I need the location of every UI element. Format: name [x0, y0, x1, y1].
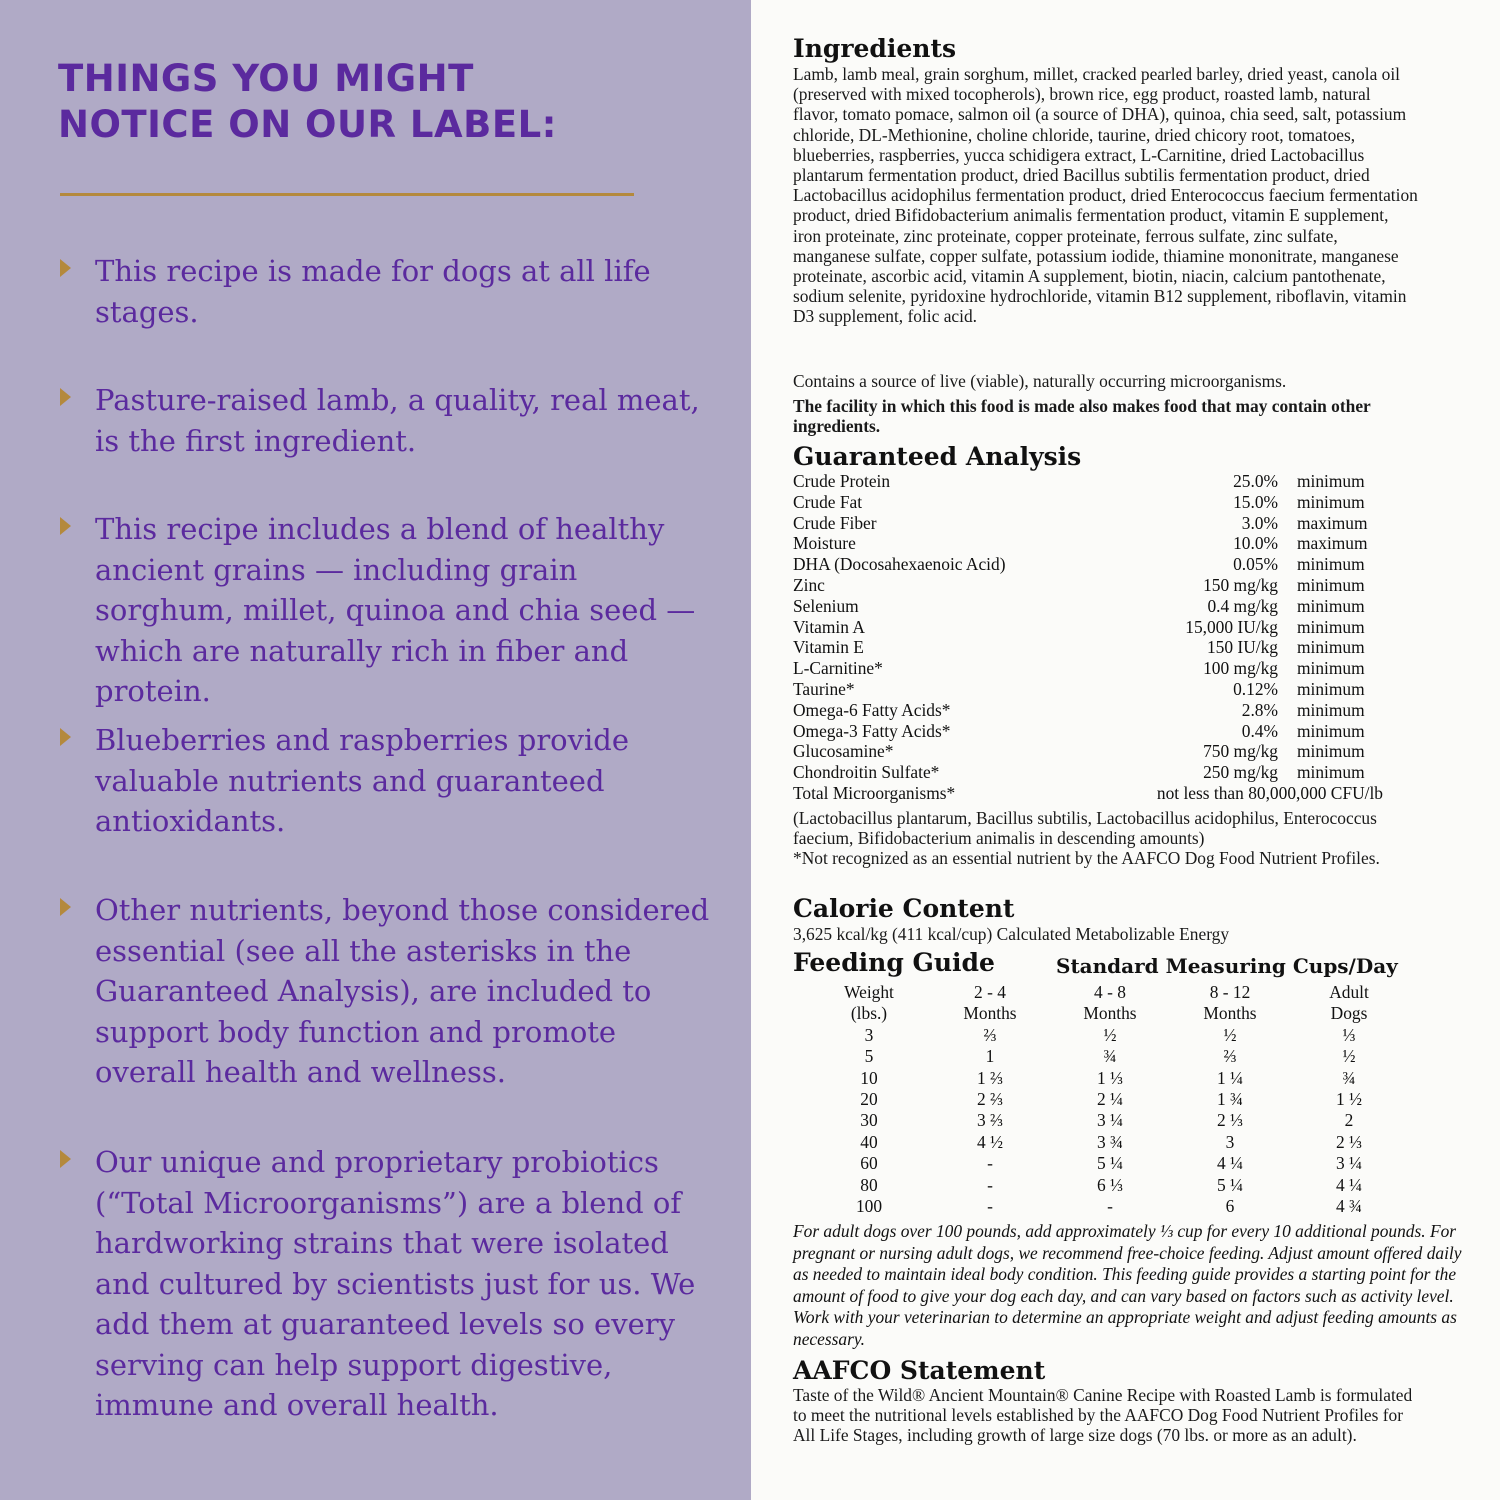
- nutrient-value: 0.4 mg/kg: [1207, 595, 1278, 616]
- nutrient-qualifier: minimum: [1297, 491, 1365, 512]
- feeding-cell: 3 ¾: [1096, 1131, 1124, 1152]
- feeding-cell: 60: [860, 1153, 878, 1174]
- nutrient-qualifier: maximum: [1297, 533, 1368, 554]
- feeding-cell: 3 ¼: [1096, 1110, 1124, 1131]
- analysis-row: [793, 596, 1453, 617]
- nutrient-value: 750 mg/kg: [1203, 741, 1278, 762]
- analysis-row: [793, 658, 1453, 679]
- feeding-cell: 3: [864, 1024, 874, 1045]
- nutrient-qualifier: minimum: [1297, 720, 1365, 741]
- feeding-cell: 2: [1344, 1110, 1354, 1131]
- analysis-row: [793, 492, 1453, 513]
- heading-divider: [60, 193, 634, 196]
- feeding-subtitle: Standard Measuring Cups/Day: [1056, 954, 1398, 978]
- nutrient-name: Vitamin A: [793, 616, 865, 637]
- feeding-row: [793, 1196, 1433, 1217]
- benefit-text: Pasture-raised lamb, a quality, real meat, is the first ingredient.: [95, 383, 700, 458]
- feeding-cell: ¾: [1342, 1067, 1356, 1088]
- feeding-note: For adult dogs over 100 pounds, add approximately ⅓ cup for every 10 additional pounds. For pregnant or nursing adult dogs, we recommend free-choice feeding. Adjust amount offered daily as needed to maintain ideal body condition. This feeding guide provides a starting point for the amount of food to give your dog each day, and can vary based on factors such as activity level. Work with your veterinarian to determine an appropriate weight and adjust feeding amounts as necessary.: [793, 1221, 1462, 1349]
- nutrient-qualifier: minimum: [1297, 699, 1365, 720]
- feeding-cell: ½: [1103, 1024, 1117, 1045]
- feeding-cell: Weight: [844, 982, 894, 1002]
- nutrient-qualifier: minimum: [1297, 554, 1365, 575]
- aafco-title: AAFCO Statement: [793, 1356, 1046, 1385]
- feeding-cell: 1 ½: [1335, 1088, 1363, 1109]
- triangle-bullet-icon: [60, 728, 71, 746]
- nutrient-value: 10.0%: [1233, 533, 1278, 554]
- analysis-row: [793, 783, 1453, 804]
- nutrient-value: 15.0%: [1233, 491, 1278, 512]
- analysis-row: [793, 617, 1453, 638]
- feeding-cell: Months: [963, 1003, 1017, 1024]
- triangle-bullet-icon: [60, 259, 71, 277]
- nutrient-value: 150 IU/kg: [1206, 637, 1278, 658]
- feeding-cell: 100: [855, 1195, 883, 1216]
- feeding-cell: 6: [1225, 1195, 1235, 1216]
- heading-line-1: THINGS YOU MIGHT: [58, 57, 474, 100]
- feeding-title: Feeding Guide: [793, 948, 995, 977]
- feeding-cell: -: [1107, 1195, 1113, 1216]
- nutrient-value: 100 mg/kg: [1203, 658, 1278, 679]
- feeding-cell: 3 ¼: [1335, 1153, 1363, 1174]
- nutrient-value: 250 mg/kg: [1203, 762, 1278, 783]
- triangle-bullet-icon: [60, 898, 71, 916]
- nutrient-value: 0.4%: [1241, 720, 1278, 741]
- feeding-row: [793, 1132, 1433, 1153]
- nutrient-value: 0.05%: [1233, 554, 1278, 575]
- nutrient-name: Total Microorganisms*: [793, 782, 956, 803]
- calorie-title: Calorie Content: [793, 894, 1015, 923]
- triangle-bullet-icon: [60, 517, 71, 535]
- analysis-row: [793, 533, 1453, 554]
- nutrient-name: DHA (Docosahexaenoic Acid): [793, 554, 1006, 575]
- nutrient-qualifier: minimum: [1297, 762, 1365, 783]
- nutrient-qualifier: minimum: [1297, 616, 1365, 637]
- feeding-cell: 2 ¼: [1096, 1088, 1124, 1109]
- feeding-cell: (lbs.): [850, 1003, 888, 1024]
- analysis-row: [793, 637, 1453, 658]
- calorie-text: 3,625 kcal/kg (411 kcal/cup) Calculated Metabolizable Energy: [793, 924, 1230, 944]
- feeding-cell: 4 ¾: [1335, 1195, 1363, 1216]
- panel-heading: [58, 56, 557, 148]
- feeding-cell: 1: [985, 1046, 995, 1067]
- feeding-row: [793, 1089, 1433, 1110]
- strains-note: (Lactobacillus plantarum, Bacillus subtilis, Lactobacillus acidophilus, Enterococcus faecium, Bifidobacterium animalis in descending amounts): [793, 808, 1377, 849]
- benefit-text: This recipe is made for dogs at all life stages.: [95, 254, 651, 329]
- nutrient-name: Crude Fat: [793, 491, 863, 512]
- analysis-row: [793, 471, 1453, 492]
- feeding-cell: 30: [860, 1110, 878, 1131]
- nutrient-qualifier: minimum: [1297, 637, 1365, 658]
- feeding-row: [793, 1110, 1433, 1131]
- feeding-cell: 20: [860, 1088, 878, 1109]
- nutrient-name: Chondroitin Sulfate*: [793, 762, 940, 783]
- nutrient-qualifier: maximum: [1297, 512, 1368, 533]
- feeding-cell: ½: [1342, 1046, 1356, 1067]
- nutrient-name: Taurine*: [793, 678, 855, 699]
- feeding-row: [793, 1046, 1433, 1067]
- feeding-cell: Adult: [1329, 982, 1369, 1002]
- feeding-row: [793, 1068, 1433, 1089]
- feeding-cell: 80: [860, 1174, 878, 1195]
- feeding-cell: 3: [1225, 1131, 1235, 1152]
- feeding-cell: 5 ¼: [1096, 1153, 1124, 1174]
- feeding-cell: 4 ¼: [1216, 1153, 1244, 1174]
- feeding-cell: 2 ⅓: [1335, 1131, 1363, 1152]
- analysis-footnote: *Not recognized as an essential nutrient by the AAFCO Dog Food Nutrient Profiles.: [793, 848, 1380, 868]
- feeding-cell: ¾: [1103, 1046, 1117, 1067]
- nutrient-qualifier: minimum: [1297, 471, 1365, 491]
- ingredients-title: Ingredients: [793, 34, 957, 63]
- feeding-cell: 1 ¾: [1216, 1088, 1244, 1109]
- feeding-cell: ⅔: [983, 1024, 997, 1045]
- feeding-cell: ⅔: [1223, 1046, 1237, 1067]
- nutrient-value: 2.8%: [1241, 699, 1278, 720]
- benefit-text: Our unique and proprietary probiotics (“Total Microorganisms”) are a blend of hardworking strains that were isolated and cultured by scientists just for us. We add them at guaranteed levels so every serving can help support digestive, immune and overall health.: [95, 1145, 696, 1422]
- nutrient-name: Zinc: [793, 574, 825, 595]
- nutrient-value: not less than 80,000,000 CFU/lb: [1156, 782, 1383, 803]
- facility-statement: The facility in which this food is made also makes food that may contain other ingredients.: [793, 396, 1371, 437]
- analysis-row: [793, 741, 1453, 762]
- nutrient-qualifier: minimum: [1297, 741, 1365, 762]
- feeding-cell: -: [987, 1153, 993, 1174]
- feeding-cell: 40: [860, 1131, 878, 1152]
- nutrient-name: Omega-3 Fatty Acids*: [793, 720, 951, 741]
- benefit-text: Blueberries and raspberries provide valuable nutrients and guaranteed antioxidants.: [95, 723, 630, 838]
- nutrient-qualifier: minimum: [1297, 658, 1365, 679]
- nutrient-name: Omega-6 Fatty Acids*: [793, 699, 951, 720]
- analysis-row: [793, 700, 1453, 721]
- analysis-row: [793, 762, 1453, 783]
- feeding-cell: 5: [864, 1046, 874, 1067]
- feeding-cell: 4 ½: [976, 1131, 1004, 1152]
- nutrient-value: 150 mg/kg: [1203, 574, 1278, 595]
- label-panel: [751, 0, 1500, 1500]
- ingredients-text: Lamb, lamb meal, grain sorghum, millet, cracked pearled barley, dried yeast, canola oil (preserved with mixed tocopherols), brown rice, egg product, roasted lamb, natural flavor, tomato pomace, salmon oil (a source of DHA), quinoa, chia seed, salt, potassium chloride, DL-Methionine, choline chloride, taurine, dried chicory root, tomatoes, blueberries, raspberries, yucca schidigera extract, L-Carnitine, dried Lactobacillus plantarum fermentation product, dried Bacillus subtilis fermentation product, dried Lactobacillus acidophilus fermentation product, dried Enterococcus faecium fermentation product, dried Bifidobacterium animalis fermentation product, vitamin E supplement, iron proteinate, zinc proteinate, copper proteinate, ferrous sulfate, zinc sulfate, manganese sulfate, copper sulfate, potassium iodide, thiamine mononitrate, manganese proteinate, ascorbic acid, vitamin A supplement, biotin, niacin, calcium pantothenate, sodium selenite, pyridoxine hydrochloride, vitamin B12 supplement, riboflavin, vitamin D3 supplement, folic acid.: [793, 64, 1418, 327]
- analysis-title: Guaranteed Analysis: [793, 442, 1082, 471]
- nutrient-name: Moisture: [793, 533, 856, 554]
- feeding-header-row: [793, 1003, 1433, 1024]
- nutrient-value: 3.0%: [1241, 512, 1278, 533]
- feeding-cell: 2 ⅔: [976, 1088, 1004, 1109]
- benefit-text: This recipe includes a blend of healthy ancient grains — including grain sorghum, millet, quinoa and chia seed — which are naturally rich in fiber and protein.: [95, 512, 696, 708]
- analysis-table: [793, 471, 1453, 804]
- benefit-text: Other nutrients, beyond those considered essential (see all the asterisks in the Guaranteed Analysis), are included to support body function and promote overall health and wellness.: [95, 893, 710, 1089]
- feeding-cell: -: [987, 1195, 993, 1216]
- nutrient-name: Crude Protein: [793, 471, 891, 491]
- feeding-cell: Months: [1083, 1003, 1137, 1024]
- feeding-row: [793, 1025, 1433, 1046]
- feeding-cell: Months: [1203, 1003, 1257, 1024]
- nutrient-name: L-Carnitine*: [793, 658, 883, 679]
- analysis-row: [793, 721, 1453, 742]
- feeding-cell: 1 ⅓: [1096, 1067, 1124, 1088]
- triangle-bullet-icon: [60, 388, 71, 406]
- nutrient-qualifier: minimum: [1297, 678, 1365, 699]
- feeding-cell: 2 - 4: [974, 982, 1006, 1002]
- feeding-cell: 8 - 12: [1209, 982, 1251, 1002]
- feeding-cell: 2 ⅓: [1216, 1110, 1244, 1131]
- heading-line-2: NOTICE ON OUR LABEL:: [58, 103, 557, 146]
- feeding-header-row: [793, 982, 1433, 1003]
- feeding-cell: 1 ⅔: [976, 1067, 1004, 1088]
- feeding-cell: 1 ¼: [1216, 1067, 1244, 1088]
- analysis-row: [793, 554, 1453, 575]
- feeding-table: [793, 982, 1433, 1217]
- nutrient-name: Glucosamine*: [793, 741, 894, 762]
- feeding-cell: ½: [1223, 1024, 1237, 1045]
- nutrient-value: 15,000 IU/kg: [1185, 616, 1278, 637]
- nutrient-name: Crude Fiber: [793, 512, 877, 533]
- analysis-row: [793, 513, 1453, 534]
- analysis-row: [793, 575, 1453, 596]
- triangle-bullet-icon: [60, 1150, 71, 1168]
- feeding-cell: -: [987, 1174, 993, 1195]
- feeding-cell: 4 - 8: [1094, 982, 1126, 1002]
- probiotic-statement: Contains a source of live (viable), naturally occurring microorganisms.: [793, 371, 1287, 391]
- feeding-cell: 6 ⅓: [1096, 1174, 1124, 1195]
- feeding-cell: Dogs: [1330, 1003, 1368, 1024]
- nutrient-value: 25.0%: [1233, 471, 1278, 491]
- nutrient-name: Vitamin E: [793, 637, 864, 658]
- analysis-row: [793, 679, 1453, 700]
- feeding-cell: 4 ¼: [1335, 1174, 1363, 1195]
- feeding-cell: 3 ⅔: [976, 1110, 1004, 1131]
- feeding-cell: 5 ¼: [1216, 1174, 1244, 1195]
- nutrient-qualifier: minimum: [1297, 574, 1365, 595]
- feeding-row: [793, 1153, 1433, 1174]
- feeding-row: [793, 1175, 1433, 1196]
- nutrient-name: Selenium: [793, 595, 859, 616]
- nutrient-value: 0.12%: [1233, 678, 1278, 699]
- feeding-cell: ⅓: [1342, 1024, 1356, 1045]
- feeding-cell: 10: [860, 1067, 878, 1088]
- nutrient-qualifier: minimum: [1297, 595, 1365, 616]
- aafco-text: Taste of the Wild® Ancient Mountain® Canine Recipe with Roasted Lamb is formulated to meet the nutritional levels established by the AAFCO Dog Food Nutrient Profiles for All Life Stages, including growth of large size dogs (70 lbs. or more as an adult).: [793, 1385, 1413, 1446]
